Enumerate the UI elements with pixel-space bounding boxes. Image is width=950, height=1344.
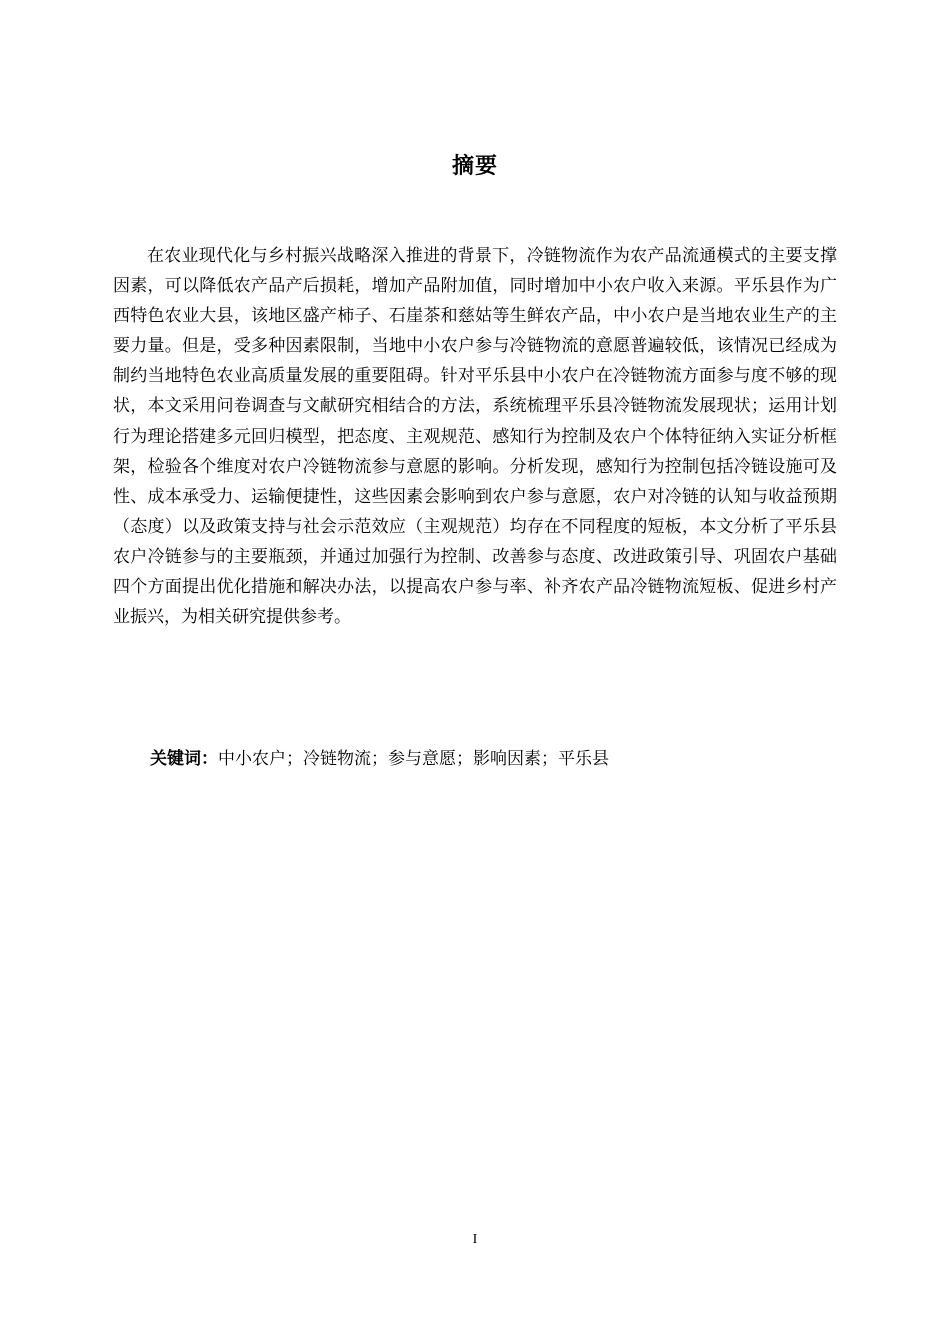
abstract-paragraph: 在农业现代化与乡村振兴战略深入推进的背景下，冷链物流作为农产品流通模式的主要支撑因素，可以降低农产品产后损耗，增加产品附加值，同时增加中小农户收入来源。平乐县作为广西特色农业大县，该地区盛产柿子、石崖茶和慈姑等生鲜农产品，中小农户是当地农业生产的主要力量。但是，受多种因素限制，当地中小农户参与冷链物流的意愿普遍较低，该情况已经成为制约当地特色农业高质量发展的重要阻碍。针对平乐县中小农户在冷链物流方面参与度不够的现状，本文采用问卷调查与文献研究相结合的方法，系统梳理平乐县冷链物流发展现状；运用计划行为理论搭建多元回归模型，把态度、主观规范、感知行为控制及农户个体特征纳入实证分析框架，检验各个维度对农户冷链物流参与意愿的影响。分析发现，感知行为控制包括冷链设施可及性、成本承受力、运输便捷性，这些因素会影响到农户参与意愿，农户对冷链的认知与收益预期（态度）以及政策支持与社会示范效应（主观规范）均存在不同程度的短板，本文分析了平乐县农户冷链参与的主要瓶颈，并通过加强行为控制、改善参与态度、改进政策引导、巩固农户基础四个方面提出优化措施和解决办法，以提高农户参与率、补齐农产品冷链物流短板、促进乡村产业振兴，为相关研究提供参考。 (113, 246, 837, 628)
keywords-label: 关键词： (150, 749, 218, 769)
keywords-line (150, 744, 850, 774)
keywords-list: 中小农户；冷链物流；参与意愿；影响因素；平乐县 (218, 749, 609, 769)
page-number: I (472, 1232, 478, 1247)
abstract-title: 摘要 (451, 154, 498, 179)
